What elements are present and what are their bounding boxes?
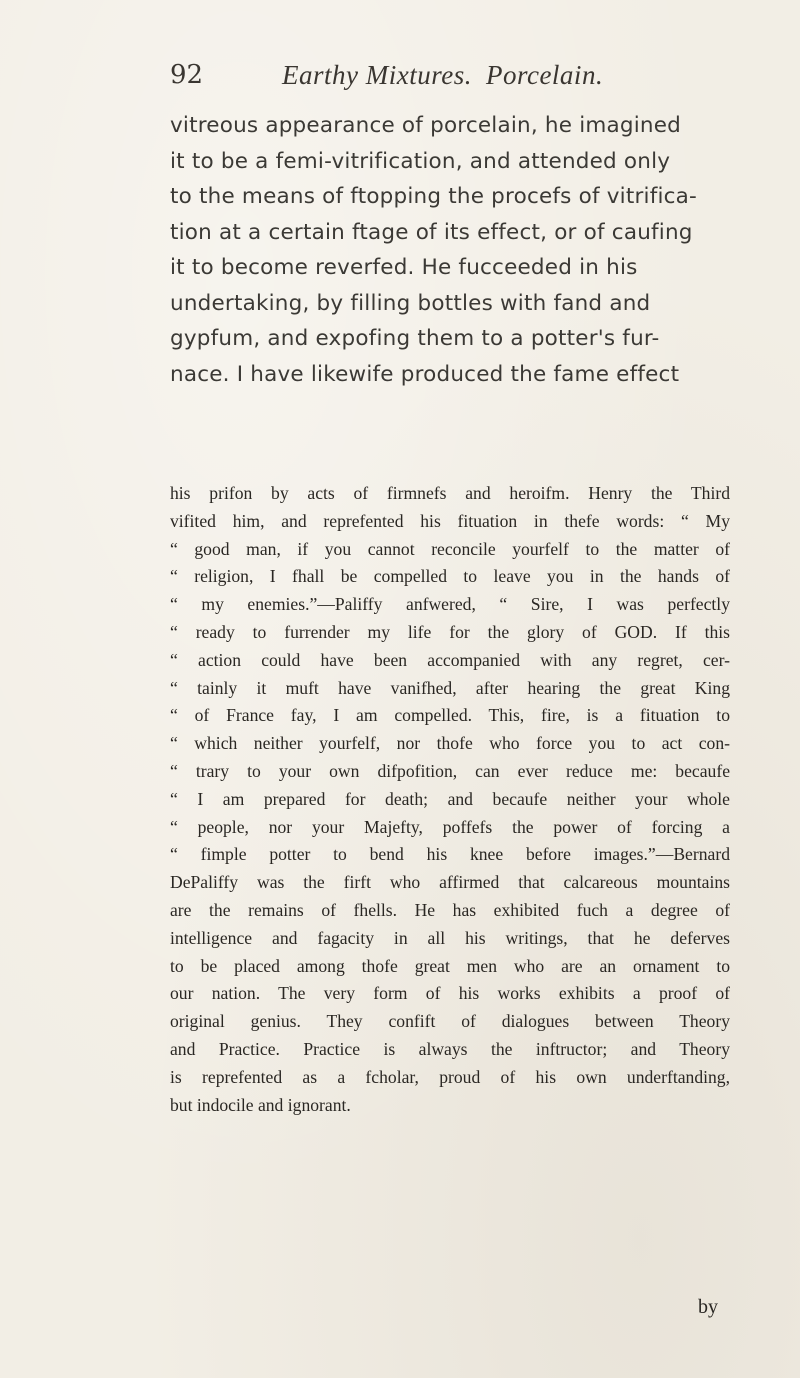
note-line: “ tainly it muft have vanifhed, after hearing the great King bbox=[170, 677, 730, 698]
note-line: and Practice. Practice is always the inftructor; and Theory bbox=[170, 1038, 730, 1059]
running-title bbox=[282, 60, 603, 91]
note-line: our nation. The very form of his works exhibits a proof of bbox=[170, 983, 730, 1004]
note-line: “ my enemies.”—Paliffy anfwered, “ Sire, I was perfectly bbox=[170, 594, 730, 615]
note-line: but indocile and ignorant. bbox=[170, 1094, 351, 1115]
text-line: nace. I have likewife produced the fame effect bbox=[170, 361, 680, 387]
note-line: “ trary to your own difpofition, can ever reduce me: becaufe bbox=[170, 760, 730, 781]
note-line: is reprefented as a fcholar, proud of his own underftanding, bbox=[170, 1066, 730, 1087]
text-line: vitreous appearance of porcelain, he imagined bbox=[170, 113, 682, 138]
text-line: it to be a femi-vitrification, and attended only bbox=[170, 148, 671, 174]
note-line: intelligence and fagacity in all his writings, that he deferves bbox=[170, 927, 730, 948]
note-line: “ which neither yourfelf, nor thofe who force you to act con- bbox=[170, 733, 730, 754]
note-line: “ fimple potter to bend his knee before images.”—Bernard bbox=[170, 844, 730, 865]
note-line: to be placed among thofe great men who are an ornament to bbox=[170, 955, 730, 976]
note-line: “ ready to furrender my life for the glory of GOD. If this bbox=[170, 621, 730, 642]
note-line: “ of France fay, I am compelled. This, fire, is a fituation to bbox=[170, 705, 730, 726]
text-line: undertaking, by filling bottles with fand and bbox=[170, 290, 651, 316]
text-line: gypfum, and expofing them to a potter's fur- bbox=[170, 326, 660, 351]
note-line: are the remains of fhells. He has exhibited fuch a degree of bbox=[170, 899, 730, 920]
note-line: “ I am prepared for death; and becaufe neither your whole bbox=[170, 788, 730, 809]
note-line: his prifon by acts of firmnefs and heroifm. Henry the Third bbox=[170, 483, 730, 503]
note-line: “ religion, I fhall be compelled to leave you in the hands of bbox=[170, 566, 730, 587]
main-paragraph bbox=[170, 108, 730, 392]
note-line: DePaliffy was the firft who affirmed that calcareous mountains bbox=[170, 872, 730, 893]
text-line: to the means of ftopping the procefs of vitrifica- bbox=[170, 184, 697, 209]
note-paragraph bbox=[170, 480, 730, 1119]
note-line: “ people, nor your Majefty, poffefs the power of forcing a bbox=[170, 816, 730, 837]
note-line: original genius. They confift of dialogues between Theory bbox=[170, 1011, 730, 1032]
running-title-part-1: Earthy Mixtures. bbox=[282, 60, 472, 90]
text-line: tion at a certain ftage of its effect, or of caufing bbox=[170, 219, 693, 245]
note-line: “ good man, if you cannot reconcile yourfelf to the matter of bbox=[170, 538, 730, 559]
page-number: 92 bbox=[170, 60, 204, 90]
running-title-part-2: Porcelain. bbox=[485, 60, 604, 90]
page-header bbox=[170, 60, 730, 100]
note-line: vifited him, and reprefented his fituation in thefe words: “ My bbox=[170, 510, 730, 531]
catchword: by bbox=[698, 1296, 718, 1318]
note-line: “ action could have been accompanied with any regret, cer- bbox=[170, 649, 730, 670]
text-line: it to become reverfed. He fucceeded in his bbox=[170, 255, 638, 280]
